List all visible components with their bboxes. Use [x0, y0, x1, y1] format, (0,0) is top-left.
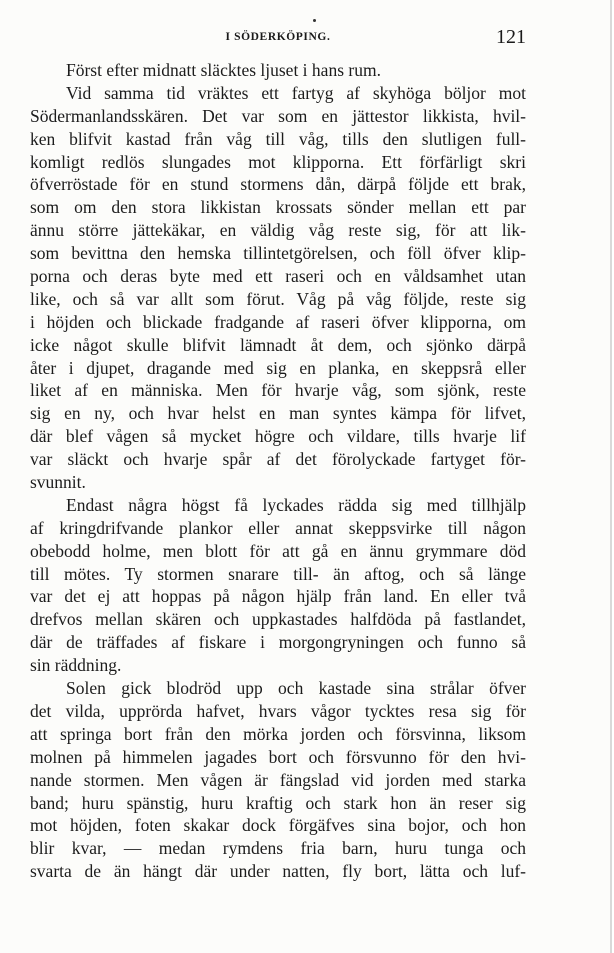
text-line: ännu större jättekäkar, en väldig våg reste sig, för att lik-	[30, 220, 526, 241]
page-number: 121	[496, 26, 526, 48]
text-line: obebodd holme, men blott för att gå en ännu grymmare död	[30, 540, 526, 561]
text-line: mot höjden, foten skakar dock förgäfves sina bojor, och hon	[30, 815, 526, 836]
text-line: öfverröstade för en stund stormens dån, därpå följde ett brak,	[30, 174, 526, 195]
text-line: liket af en människa. Men för hvarje våg, som sjönk, reste	[30, 380, 526, 401]
text-line: nande stormen. Men vågen är fängslad vid jorden med starka	[30, 769, 526, 790]
text-line: sin räddning.	[30, 655, 122, 676]
text-line: var släckt och hvarje spår af det förolyckade fartyget för-	[30, 449, 526, 470]
text-line: Endast några högst få lyckades rädda sig med tillhjälp	[66, 494, 526, 515]
text-line: af kringdrifvande plankor eller annat skeppsvirke till någon	[30, 517, 526, 538]
running-head-title: I SÖDERKÖPING.	[225, 31, 331, 43]
text-line: svunnit.	[30, 472, 86, 493]
text-line: Solen gick blodröd upp och kastade sina strålar öfver	[66, 678, 526, 699]
body-text	[30, 59, 526, 883]
text-line: ken blifvit kastad från våg till våg, tills den slutligen full-	[30, 128, 526, 149]
text-line: åter i djupet, dragande med sig en planka, en skeppsrå eller	[30, 357, 526, 378]
text-line: Södermanlandsskären. Det var som en jättestor likkista, hvil-	[30, 105, 526, 126]
text-line: var det ej att hoppas på någon hjälp från land. En eller två	[30, 586, 526, 607]
text-line: porna och deras byte med ett raseri och en våldsamhet utan	[30, 266, 526, 287]
text-line: där blef vågen så mycket högre och vildare, tills hvarje lif	[30, 426, 526, 447]
text-line: sig en ny, och hvar helst en man syntes kämpa för lifvet,	[30, 403, 526, 424]
text-line: komligt redlös slungades mot klipporna. Ett förfärligt skri	[30, 151, 526, 172]
text-line: like, och så var allt som förut. Våg på våg följde, reste sig	[30, 288, 526, 309]
print-dot-mark	[313, 19, 316, 22]
text-line: svarta de än hängt där under natten, fly bort, lätta och luf-	[30, 861, 526, 882]
text-line: icke något skulle blifvit lämnadt åt dem, och sjönko därpå	[30, 334, 526, 355]
text-line: drefvos mellan skären och uppkastades halfdöda på fastlandet,	[30, 609, 526, 630]
text-line: till mötes. Ty stormen snarare till- än aftog, och så länge	[30, 563, 526, 584]
text-line: som bevittna den hemska tillintetgörelsen, och föll öfver klip-	[30, 243, 526, 264]
text-line: i höjden och blickade fradgande af raseri öfver klipporna, om	[30, 311, 526, 332]
text-line: Först efter midnatt släcktes ljuset i hans rum.	[66, 60, 381, 80]
text-line: som om den stora likkistan krossats sönder mellan ett par	[30, 197, 526, 218]
text-line: Vid samma tid vräktes ett fartyg af skyhöga böljor mot	[66, 82, 526, 103]
text-line: där de träffades af fiskare i morgongryningen och funno så	[30, 632, 526, 653]
running-head	[30, 26, 526, 50]
text-line: blir kvar, — medan rymdens fria barn, huru tunga och	[30, 838, 526, 859]
text-line: molnen på himmelen jagades bort och försvunno för den hvi-	[30, 746, 526, 767]
text-line: att springa bort från den mörka jorden och försvinna, liksom	[30, 723, 526, 744]
text-line: det vilda, upprörda hafvet, hvars vågor tycktes resa sig för	[30, 700, 526, 721]
text-line: band; huru spänstig, huru kraftig och stark hon än reser sig	[30, 792, 526, 813]
